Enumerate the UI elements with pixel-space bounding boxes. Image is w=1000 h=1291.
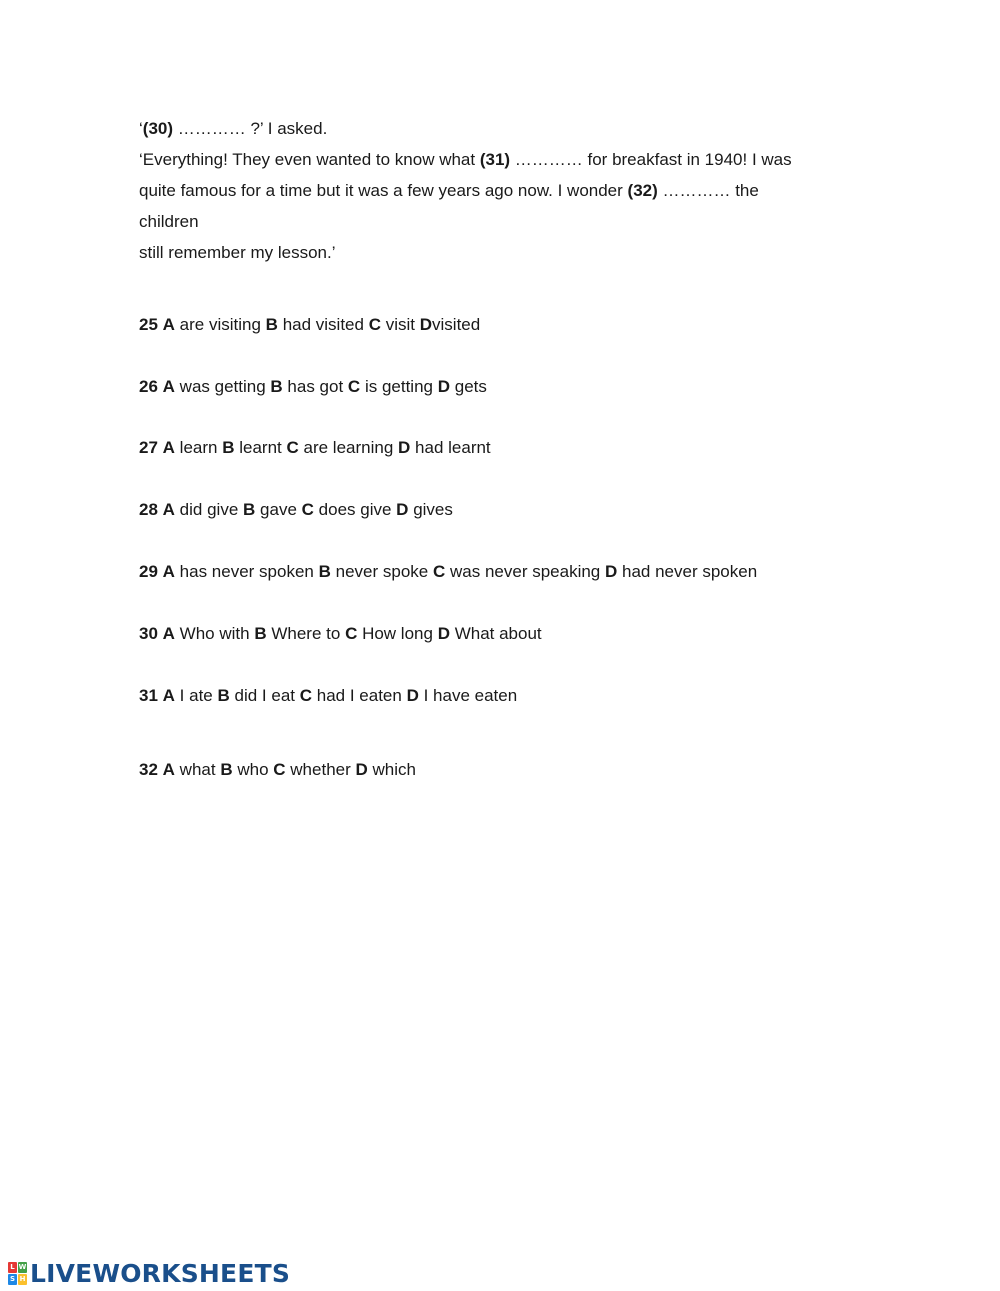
option-a: learn — [179, 438, 218, 457]
gap-ref-32: (32) — [627, 181, 658, 200]
option-b: gave — [260, 500, 297, 519]
passage-line-3: quite famous for a time but it was a few years ago now. I wonder (32) ………… the — [139, 181, 759, 200]
option-d: visited — [432, 315, 481, 334]
logo-blocks-icon — [8, 1262, 27, 1285]
option-b: who — [237, 760, 269, 779]
question-number: 26 — [139, 377, 158, 396]
question-26: 26 A was getting B has got C is getting D gets — [139, 377, 487, 396]
option-c: are learning — [303, 438, 394, 457]
passage-line-4: children — [139, 212, 199, 231]
logo-block: L — [8, 1262, 17, 1273]
logo-text: LIVEWORKSHEETS — [30, 1258, 291, 1288]
reading-passage — [139, 113, 839, 268]
option-a: Who with — [179, 624, 250, 643]
passage-line-2: ‘Everything! They even wanted to know what (31) ………… for breakfast in 1940! I was — [139, 150, 792, 169]
gap-ref-30: (30) — [142, 119, 174, 138]
option-b: learnt — [239, 438, 282, 457]
option-c: was never speaking — [450, 562, 601, 581]
logo-block: H — [19, 1274, 26, 1283]
question-number: 29 — [139, 562, 158, 581]
option-b: never spoke — [335, 562, 429, 581]
option-a: was getting — [179, 377, 266, 396]
question-number: 31 — [139, 686, 158, 705]
question-number: 28 — [139, 500, 158, 519]
option-c: How long — [362, 624, 433, 643]
logo-block: S — [9, 1274, 16, 1283]
option-a: has never spoken — [179, 562, 314, 581]
option-a: did give — [179, 500, 239, 519]
question-32: 32 A what B who C whether D which — [139, 760, 416, 779]
option-d: had learnt — [415, 438, 491, 457]
option-b: did I eat — [234, 686, 296, 705]
question-31: 31 A I ate B did I eat C had I eaten D I have eaten — [139, 686, 518, 705]
option-c: visit — [385, 315, 415, 334]
option-d: gets — [454, 377, 487, 396]
option-b: had visited — [282, 315, 364, 334]
question-number: 32 — [139, 760, 158, 779]
option-b: has got — [287, 377, 344, 396]
option-c: does give — [318, 500, 392, 519]
option-d: I have eaten — [423, 686, 518, 705]
question-25: 25 A are visiting B had visited C visit Dvisited — [139, 315, 481, 334]
option-c: is getting — [364, 377, 433, 396]
question-27: 27 A learn B learnt C are learning D had learnt — [139, 438, 491, 457]
option-c: whether — [290, 760, 351, 779]
question-number: 30 — [139, 624, 158, 643]
option-a: I ate — [179, 686, 213, 705]
question-28: 28 A did give B gave C does give D gives — [139, 500, 453, 519]
option-b: Where to — [271, 624, 341, 643]
passage-line-5: still remember my lesson.’ — [139, 243, 336, 262]
passage-line-1: ‘(30) ………… ?’ I asked. — [139, 119, 328, 138]
liveworksheets-logo[interactable] — [8, 1258, 290, 1288]
option-d: What about — [454, 624, 542, 643]
option-c: had I eaten — [316, 686, 402, 705]
option-d: gives — [413, 500, 453, 519]
question-number: 25 — [139, 315, 158, 334]
option-a: what — [179, 760, 216, 779]
question-30: 30 A Who with B Where to C How long D What about — [139, 624, 542, 643]
question-number: 27 — [139, 438, 158, 457]
question-29: 29 A has never spoken B never spoke C was never speaking D had never spoken — [139, 562, 758, 581]
option-a: are visiting — [179, 315, 261, 334]
option-d: which — [372, 760, 416, 779]
logo-block: W — [18, 1262, 27, 1271]
option-d: had never spoken — [622, 562, 758, 581]
gap-ref-31: (31) — [479, 150, 511, 169]
